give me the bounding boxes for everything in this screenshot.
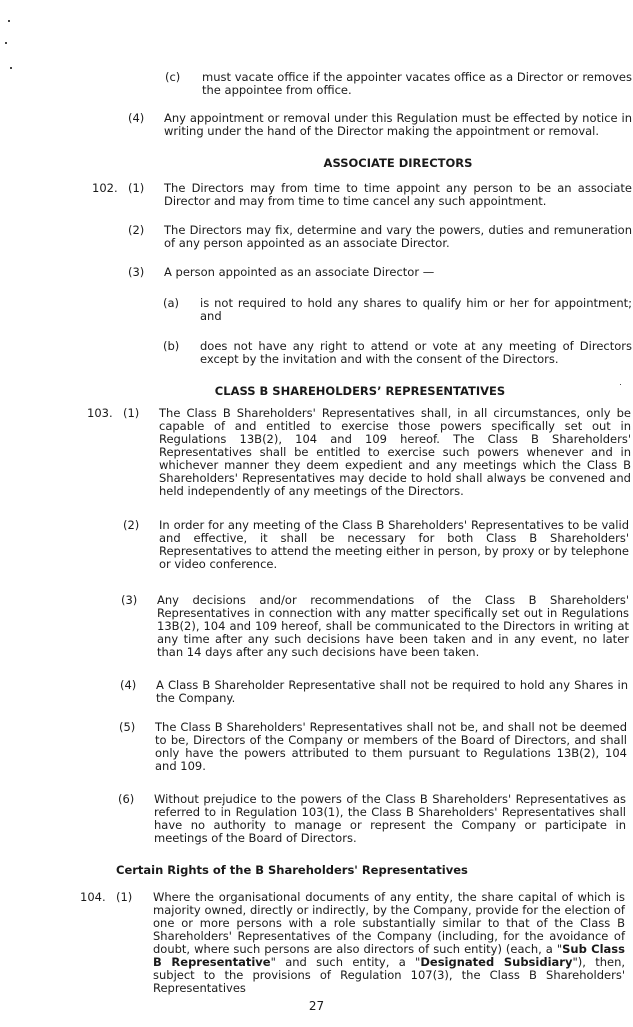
reg102-para2-text: The Directors may fix, determine and vary the powers, duties and remuneration of any person appointed as an associate Director. xyxy=(164,223,632,250)
clause-c-text: must vacate office if the appointer vacates office as a Director or removes the appointee from office. xyxy=(202,70,632,97)
reg102-clause-b-label: (b) xyxy=(163,339,180,353)
scan-mark xyxy=(8,20,10,22)
reg103-para3-text: Any decisions and/or recommendations of the Class B Shareholders' Representatives in connection with any matter specifically set out in Regulations 13B(2), 104 and 109 hereof, shall be communicated to the Directors in writing at any time after any such decisions have been taken and in any event, no later than 14 days after any such decisions have been taken. xyxy=(157,593,629,659)
reg102-para2-label: (2) xyxy=(128,223,145,237)
scan-mark xyxy=(620,384,621,385)
page-number: 27 xyxy=(308,999,325,1013)
para-4-text: Any appointment or removal under this Regulation must be effected by notice in writing under the hand of the Director making the appointment or removal. xyxy=(164,111,632,138)
regulation-103-number: 103. xyxy=(87,406,113,420)
reg103-para6-label: (6) xyxy=(118,792,135,806)
reg103-para4-label: (4) xyxy=(120,678,137,692)
reg103-para6-text: Without prejudice to the powers of the Class B Shareholders' Representatives as referred to in Regulation 103(1), the Class B Shareholders' Representatives shall have no authority to manage or represent the Company or participate in meetings of the Board of Directors. xyxy=(154,792,626,845)
reg103-para5-label: (5) xyxy=(119,720,136,734)
para-4-label: (4) xyxy=(128,111,145,125)
reg103-para2-label: (2) xyxy=(123,518,140,532)
reg102-clause-b-text: does not have any right to attend or vote at any meeting of Directors except by the invitation and with the consent of the Directors. xyxy=(200,339,632,366)
heading-certain-rights: Certain Rights of the B Shareholders' Representatives xyxy=(116,863,468,877)
reg104-para1-text xyxy=(153,891,625,995)
reg103-para1-label: (1) xyxy=(123,406,140,420)
reg102-clause-a-label: (a) xyxy=(163,296,180,310)
scan-mark xyxy=(5,42,7,44)
reg103-para1-text: The Class B Shareholders' Representatives shall, in all circumstances, only be capable of and entitled to exercise those powers specifically set out in Regulations 13B(2), 104 and 109 hereof. The Class B Shareholders' Representatives shall be entitled to exercise such powers whenever and in whichever manner they deem expedient and any meetings which the Class B Shareholders' Representatives may decide to hold shall always be convened and held independently of any meetings of the Directors. xyxy=(159,406,631,498)
reg103-para4-text: A Class B Shareholder Representative shall not be required to hold any Shares in the Company. xyxy=(156,678,628,705)
clause-c-label: (c) xyxy=(165,70,181,84)
defined-term-sub-class-b-representative: Sub Class B Representative xyxy=(153,942,625,969)
reg103-para5-text: The Class B Shareholders' Representatives shall not be, and shall not be deemed to be, Directors of the Company or members of the Board of Directors, and shall only have the powers attributed to them pursuant to Regulations 13B(2), 104 and 109. xyxy=(155,720,627,773)
reg104-para1-text-part-c: "), then, subject to the provisions of Regulation 107(3), the Class B Shareholders' Representatives xyxy=(153,955,626,995)
reg103-para3-label: (3) xyxy=(121,593,138,607)
reg102-para3-label: (3) xyxy=(128,265,145,279)
reg102-clause-a-text: is not required to hold any shares to qualify him or her for appointment; and xyxy=(200,296,632,323)
regulation-102-number: 102. xyxy=(92,181,118,195)
reg103-para2-text: In order for any meeting of the Class B Shareholders' Representatives to be valid and effective, it shall be necessary for both Class B Shareholders' Representatives to attend the meeting either in person, by proxy or by telephone or video conference. xyxy=(159,518,629,571)
reg104-para1-text-part-b: " and such entity, a " xyxy=(270,955,421,969)
regulation-104-number: 104. xyxy=(80,890,106,904)
reg104-para1-label: (1) xyxy=(116,890,133,904)
reg102-para1-text: The Directors may from time to time appoint any person to be an associate Director and may from time to time cancel any such appointment. xyxy=(164,181,632,208)
heading-class-b-representatives: CLASS B SHAREHOLDERS’ REPRESENTATIVES xyxy=(214,384,506,398)
reg102-para1-label: (1) xyxy=(128,181,145,195)
scan-mark xyxy=(10,67,12,69)
heading-associate-directors: ASSOCIATE DIRECTORS xyxy=(323,156,473,170)
defined-term-designated-subsidiary: Designated Subsidiary xyxy=(420,955,573,969)
reg104-para1-text-part-a: Where the organisational documents of any entity, the share capital of which is majority owned, directly or indirectly, by the Company, provide for the election of one or more persons with a role substantially similar to that of the Class B Shareholders' Representatives of the Company (including, for the avoidance of doubt, where such persons are also directors of such entity) (each, a " xyxy=(153,890,625,956)
reg102-para3-text: A person appointed as an associate Director — xyxy=(164,265,435,279)
